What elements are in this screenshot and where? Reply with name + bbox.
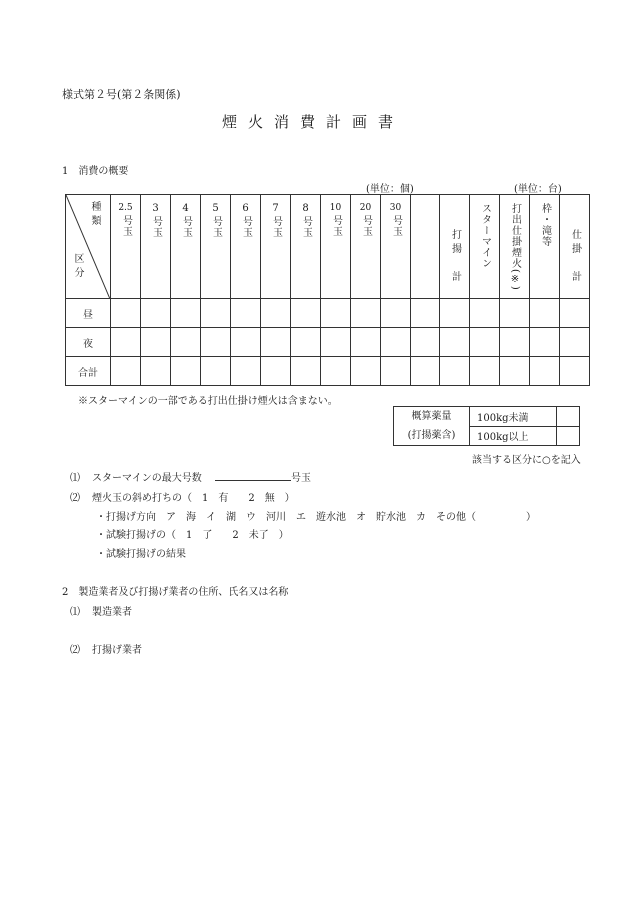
table-cell[interactable] <box>470 357 500 386</box>
item1-label: スターマインの最大号数 <box>92 473 202 484</box>
estimate-sublabel: (打揚薬含) <box>407 430 456 441</box>
col-header-5: 5 号玉 <box>201 195 231 299</box>
estimate-mark-over100[interactable] <box>557 426 580 446</box>
col-header-20: 20 号玉 <box>351 195 381 299</box>
table-cell[interactable] <box>231 328 261 357</box>
item2-test-result: ・試験打揚げの結果 <box>96 549 186 560</box>
table-cell[interactable] <box>470 328 500 357</box>
section2-item1-number: ⑴ <box>70 607 80 618</box>
col-header-7: 7 号玉 <box>261 195 291 299</box>
table-cell[interactable] <box>321 299 351 328</box>
table-cell[interactable] <box>560 328 590 357</box>
estimate-option-over100: 100kg以上 <box>470 426 557 446</box>
table-cell[interactable] <box>381 299 411 328</box>
table-cell[interactable] <box>351 299 381 328</box>
table-cell[interactable] <box>381 328 411 357</box>
table-cell[interactable] <box>201 357 231 386</box>
table-cell[interactable] <box>500 299 530 328</box>
table-cell[interactable] <box>231 299 261 328</box>
section1-heading: 1 消費の概要 <box>62 166 129 177</box>
unit-units-label: (単位：台) <box>514 184 562 195</box>
table-cell[interactable] <box>111 357 141 386</box>
table-cell[interactable] <box>171 299 201 328</box>
table-cell[interactable] <box>291 328 321 357</box>
col-header-6: 6 号玉 <box>231 195 261 299</box>
col-header-4: 4 号玉 <box>171 195 201 299</box>
col-header-starmine: スターマイン <box>470 195 500 299</box>
section2-manufacturer: 製造業者 <box>92 607 132 618</box>
table-note: ※スターマインの一部である打出仕掛け煙火は含まない。 <box>78 396 338 407</box>
table-cell[interactable] <box>560 357 590 386</box>
estimate-option-under100: 100kg未満 <box>470 407 557 427</box>
estimate-label-cell <box>394 407 470 446</box>
table-cell[interactable] <box>141 299 171 328</box>
table-cell[interactable] <box>500 328 530 357</box>
table-cell[interactable] <box>411 328 440 357</box>
item2-number: ⑵ <box>70 493 80 504</box>
table-cell[interactable] <box>500 357 530 386</box>
header-type-label: 種類 <box>89 201 100 229</box>
table-cell[interactable] <box>351 357 381 386</box>
estimate-mark-under100[interactable] <box>557 407 580 427</box>
consumption-table <box>65 194 590 386</box>
item2-label: 煙火玉の斜め打ちの（ 1 有 2 無 ） <box>92 493 295 504</box>
table-cell[interactable] <box>261 328 291 357</box>
table-row-night <box>66 328 590 357</box>
col-header-2-5: 2.5 号玉 <box>111 195 141 299</box>
table-cell[interactable] <box>411 357 440 386</box>
table-cell[interactable] <box>291 357 321 386</box>
table-cell[interactable] <box>111 299 141 328</box>
table-row-day <box>66 299 590 328</box>
table-cell[interactable] <box>111 328 141 357</box>
table-cell[interactable] <box>470 299 500 328</box>
table-cell[interactable] <box>530 299 560 328</box>
col-header-10: 10 号玉 <box>321 195 351 299</box>
table-cell[interactable] <box>171 328 201 357</box>
table-cell[interactable] <box>261 299 291 328</box>
item1-row <box>92 469 311 484</box>
col-header-uchidashi: 打出仕掛煙火(※) <box>500 195 530 299</box>
section2-launcher: 打揚げ業者 <box>92 645 142 656</box>
table-cell[interactable] <box>351 328 381 357</box>
col-header-30: 30 号玉 <box>381 195 411 299</box>
section2-heading: 2 製造業者及び打揚げ業者の住所、氏名又は名称 <box>62 587 289 598</box>
estimate-table <box>393 406 580 446</box>
item1-number: ⑴ <box>70 473 80 484</box>
table-cell[interactable] <box>440 328 470 357</box>
item1-suffix: 号玉 <box>291 473 311 484</box>
table-cell[interactable] <box>440 357 470 386</box>
table-cell[interactable] <box>201 328 231 357</box>
item2-direction: ・打揚げ方向 ア 海 イ 湖 ウ 河川 エ 遊水池 オ 貯水池 カ その他（ ） <box>96 512 536 523</box>
table-cell[interactable] <box>291 299 321 328</box>
row-label-night: 夜 <box>66 328 111 357</box>
col-header-shikake-kei: 仕掛 計 <box>560 195 590 299</box>
table-cell[interactable] <box>171 357 201 386</box>
table-cell[interactable] <box>440 299 470 328</box>
table-cell[interactable] <box>261 357 291 386</box>
header-corner-cell <box>66 195 111 299</box>
table-cell[interactable] <box>321 357 351 386</box>
page-title: 煙火消費計画書 <box>222 113 405 131</box>
item2-test-launch: ・試験打揚げの（ 1 了 2 未了 ） <box>96 530 289 541</box>
col-header-uchiage-kei: 打揚 計 <box>440 195 470 299</box>
row-label-day: 昼 <box>66 299 111 328</box>
section2-item2-number: ⑵ <box>70 645 80 656</box>
table-cell[interactable] <box>141 328 171 357</box>
col-header-3: 3 号玉 <box>141 195 171 299</box>
table-row-total <box>66 357 590 386</box>
table-cell[interactable] <box>321 328 351 357</box>
col-header-8: 8 号玉 <box>291 195 321 299</box>
header-category-label: 区分 <box>72 253 83 281</box>
form-number: 様式第２号(第２条関係) <box>62 88 181 101</box>
max-size-field[interactable] <box>215 470 291 481</box>
estimate-note: 該当する区分に○を記入 <box>472 455 581 466</box>
table-cell[interactable] <box>530 328 560 357</box>
table-cell[interactable] <box>381 357 411 386</box>
col-header-blank <box>411 195 440 299</box>
table-cell[interactable] <box>560 299 590 328</box>
table-cell[interactable] <box>201 299 231 328</box>
table-cell[interactable] <box>530 357 560 386</box>
unit-pieces-label: (単位：個) <box>366 184 414 195</box>
estimate-label: 概算薬量 <box>411 411 452 422</box>
table-cell[interactable] <box>231 357 261 386</box>
row-label-total: 合計 <box>66 357 111 386</box>
col-header-waku-taki: 枠・滝等 <box>530 195 560 299</box>
table-cell[interactable] <box>411 299 440 328</box>
table-cell[interactable] <box>141 357 171 386</box>
